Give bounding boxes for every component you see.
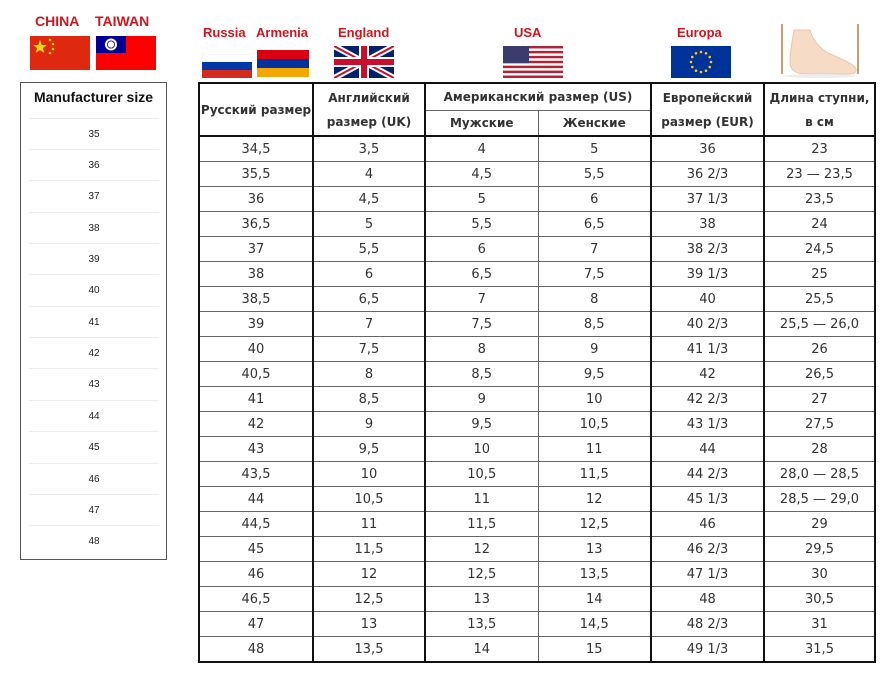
cell-uk-size: 3,5 xyxy=(313,136,425,162)
table-row xyxy=(199,262,875,287)
cell-us-women: 14,5 xyxy=(538,612,651,637)
header-russian-size: Русский размер xyxy=(199,83,313,136)
header-uk-size: Английский размер (UK) xyxy=(313,83,425,136)
cell-russian-size: 34,5 xyxy=(199,136,313,162)
cell-us-women: 6 xyxy=(538,187,651,212)
cell-us-women: 7,5 xyxy=(538,262,651,287)
cell-eur-size: 37 1/3 xyxy=(651,187,764,212)
europa-label: Europa xyxy=(677,25,722,40)
cell-uk-size: 4 xyxy=(313,162,425,187)
cell-russian-size: 36 xyxy=(199,187,313,212)
cell-uk-size: 12 xyxy=(313,562,425,587)
russia-flag-icon xyxy=(202,54,252,78)
cell-eur-size: 45 1/3 xyxy=(651,487,764,512)
taiwan-flag-icon xyxy=(96,36,156,70)
cell-foot-length: 25 xyxy=(764,262,875,287)
eu-flag-icon xyxy=(671,46,731,78)
cell-uk-size: 12,5 xyxy=(313,587,425,612)
cell-foot-length: 25,5 xyxy=(764,287,875,312)
cell-us-women: 8 xyxy=(538,287,651,312)
cell-us-men: 10,5 xyxy=(425,462,538,487)
china-label: CHINA xyxy=(35,13,80,29)
manufacturer-size-panel xyxy=(20,82,167,560)
cell-foot-length: 23,5 xyxy=(764,187,875,212)
cell-us-men: 6,5 xyxy=(425,262,538,287)
cell-uk-size: 9,5 xyxy=(313,437,425,462)
cell-us-men: 10 xyxy=(425,437,538,462)
cell-uk-size: 13 xyxy=(313,612,425,637)
cell-foot-length: 30,5 xyxy=(764,587,875,612)
cell-uk-size: 6 xyxy=(313,262,425,287)
manufacturer-size-item: 44 xyxy=(29,400,159,432)
cell-eur-size: 44 2/3 xyxy=(651,462,764,487)
cell-us-women: 11,5 xyxy=(538,462,651,487)
table-row xyxy=(199,537,875,562)
cell-eur-size: 40 xyxy=(651,287,764,312)
manufacturer-size-item: 46 xyxy=(29,463,159,495)
cell-us-women: 9,5 xyxy=(538,362,651,387)
armenia-flag-icon xyxy=(257,50,309,77)
cell-eur-size: 40 2/3 xyxy=(651,312,764,337)
cell-us-women: 9 xyxy=(538,337,651,362)
cell-russian-size: 42 xyxy=(199,412,313,437)
table-row xyxy=(199,312,875,337)
cell-russian-size: 41 xyxy=(199,387,313,412)
cell-russian-size: 38,5 xyxy=(199,287,313,312)
cell-uk-size: 6,5 xyxy=(313,287,425,312)
cell-eur-size: 36 2/3 xyxy=(651,162,764,187)
cell-us-men: 5,5 xyxy=(425,212,538,237)
cell-us-men: 4 xyxy=(425,136,538,162)
cell-foot-length: 26 xyxy=(764,337,875,362)
cell-russian-size: 45 xyxy=(199,537,313,562)
england-label: England xyxy=(338,25,390,40)
manufacturer-size-item: 39 xyxy=(29,243,159,275)
russia-label: Russia xyxy=(203,25,246,40)
cell-russian-size: 43 xyxy=(199,437,313,462)
cell-russian-size: 37 xyxy=(199,237,313,262)
cell-eur-size: 41 1/3 xyxy=(651,337,764,362)
cell-uk-size: 7 xyxy=(313,312,425,337)
cell-eur-size: 46 xyxy=(651,512,764,537)
cell-uk-size: 7,5 xyxy=(313,337,425,362)
manufacturer-size-item: 38 xyxy=(29,212,159,244)
cell-foot-length: 28,5 — 29,0 xyxy=(764,487,875,512)
cell-us-men: 13,5 xyxy=(425,612,538,637)
manufacturer-size-item: 35 xyxy=(29,118,159,150)
cell-us-women: 13,5 xyxy=(538,562,651,587)
cell-us-women: 12,5 xyxy=(538,512,651,537)
cell-foot-length: 29 xyxy=(764,512,875,537)
cell-foot-length: 24,5 xyxy=(764,237,875,262)
cell-russian-size: 44,5 xyxy=(199,512,313,537)
cell-us-women: 14 xyxy=(538,587,651,612)
cell-eur-size: 38 xyxy=(651,212,764,237)
cell-eur-size: 39 1/3 xyxy=(651,262,764,287)
cell-russian-size: 48 xyxy=(199,637,313,663)
cell-us-women: 11 xyxy=(538,437,651,462)
usa-label: USA xyxy=(514,25,542,40)
header-foot-length: Длина ступни, в см xyxy=(764,83,875,136)
table-row xyxy=(199,562,875,587)
table-row xyxy=(199,287,875,312)
cell-russian-size: 46,5 xyxy=(199,587,313,612)
cell-us-men: 4,5 xyxy=(425,162,538,187)
cell-russian-size: 35,5 xyxy=(199,162,313,187)
cell-eur-size: 44 xyxy=(651,437,764,462)
cell-foot-length: 24 xyxy=(764,212,875,237)
cell-us-men: 8,5 xyxy=(425,362,538,387)
cell-us-women: 8,5 xyxy=(538,312,651,337)
taiwan-label: TAIWAN xyxy=(95,13,150,29)
cell-russian-size: 43,5 xyxy=(199,462,313,487)
armenia-label: Armenia xyxy=(256,25,309,40)
foot-length-icon xyxy=(776,22,866,78)
cell-foot-length: 23 — 23,5 xyxy=(764,162,875,187)
cell-foot-length: 31 xyxy=(764,612,875,637)
cell-russian-size: 40 xyxy=(199,337,313,362)
cell-us-men: 7 xyxy=(425,287,538,312)
cell-us-men: 8 xyxy=(425,337,538,362)
cell-eur-size: 38 2/3 xyxy=(651,237,764,262)
manufacturer-size-item: 43 xyxy=(29,368,159,400)
cell-us-men: 11,5 xyxy=(425,512,538,537)
cell-foot-length: 30 xyxy=(764,562,875,587)
cell-uk-size: 11,5 xyxy=(313,537,425,562)
manufacturer-size-item: 48 xyxy=(29,525,159,557)
table-row xyxy=(199,162,875,187)
manufacturer-size-item: 36 xyxy=(29,149,159,181)
cell-uk-size: 10,5 xyxy=(313,487,425,512)
cell-uk-size: 10 xyxy=(313,462,425,487)
cell-russian-size: 36,5 xyxy=(199,212,313,237)
cell-us-men: 9 xyxy=(425,387,538,412)
cell-uk-size: 4,5 xyxy=(313,187,425,212)
cell-eur-size: 47 1/3 xyxy=(651,562,764,587)
usa-flag-icon xyxy=(503,46,563,78)
table-row xyxy=(199,237,875,262)
cell-us-women: 10,5 xyxy=(538,412,651,437)
table-row xyxy=(199,437,875,462)
cell-us-women: 5 xyxy=(538,136,651,162)
cell-russian-size: 47 xyxy=(199,612,313,637)
cell-eur-size: 49 1/3 xyxy=(651,637,764,663)
cell-us-men: 6 xyxy=(425,237,538,262)
cell-eur-size: 42 xyxy=(651,362,764,387)
cell-russian-size: 44 xyxy=(199,487,313,512)
cell-us-women: 12 xyxy=(538,487,651,512)
header-us-size: Американский размер (US) xyxy=(425,83,651,110)
table-row xyxy=(199,136,875,162)
table-row xyxy=(199,337,875,362)
cell-uk-size: 8,5 xyxy=(313,387,425,412)
cell-russian-size: 39 xyxy=(199,312,313,337)
cell-russian-size: 46 xyxy=(199,562,313,587)
cell-us-women: 7 xyxy=(538,237,651,262)
cell-foot-length: 28,0 — 28,5 xyxy=(764,462,875,487)
cell-us-men: 5 xyxy=(425,187,538,212)
cell-us-men: 13 xyxy=(425,587,538,612)
cell-eur-size: 46 2/3 xyxy=(651,537,764,562)
cell-us-women: 6,5 xyxy=(538,212,651,237)
cell-uk-size: 9 xyxy=(313,412,425,437)
cell-foot-length: 26,5 xyxy=(764,362,875,387)
cell-us-men: 11 xyxy=(425,487,538,512)
cell-uk-size: 13,5 xyxy=(313,637,425,663)
table-row xyxy=(199,612,875,637)
table-row xyxy=(199,487,875,512)
table-row xyxy=(199,587,875,612)
manufacturer-size-item: 47 xyxy=(29,494,159,526)
cell-foot-length: 29,5 xyxy=(764,537,875,562)
cell-eur-size: 42 2/3 xyxy=(651,387,764,412)
cell-uk-size: 8 xyxy=(313,362,425,387)
header-us-men: Мужские xyxy=(425,110,538,136)
manufacturer-size-title: Manufacturer size xyxy=(33,89,154,105)
cell-us-women: 13 xyxy=(538,537,651,562)
cell-us-men: 9,5 xyxy=(425,412,538,437)
cell-us-women: 5,5 xyxy=(538,162,651,187)
cell-eur-size: 43 1/3 xyxy=(651,412,764,437)
cell-foot-length: 27 xyxy=(764,387,875,412)
cell-uk-size: 5 xyxy=(313,212,425,237)
cell-foot-length: 28 xyxy=(764,437,875,462)
cell-uk-size: 5,5 xyxy=(313,237,425,262)
table-row xyxy=(199,637,875,663)
header-us-women: Женские xyxy=(538,110,651,136)
table-row xyxy=(199,412,875,437)
cell-us-men: 14 xyxy=(425,637,538,663)
manufacturer-size-item: 45 xyxy=(29,431,159,463)
cell-us-men: 7,5 xyxy=(425,312,538,337)
cell-foot-length: 25,5 — 26,0 xyxy=(764,312,875,337)
table-row xyxy=(199,187,875,212)
cell-uk-size: 11 xyxy=(313,512,425,537)
table-row xyxy=(199,462,875,487)
table-row xyxy=(199,362,875,387)
table-row xyxy=(199,512,875,537)
cell-foot-length: 27,5 xyxy=(764,412,875,437)
size-conversion-table xyxy=(198,82,876,663)
uk-flag-icon xyxy=(334,46,394,78)
cell-eur-size: 48 xyxy=(651,587,764,612)
cell-foot-length: 23 xyxy=(764,136,875,162)
manufacturer-size-item: 40 xyxy=(29,274,159,306)
cell-eur-size: 48 2/3 xyxy=(651,612,764,637)
china-flag-icon xyxy=(30,36,90,70)
table-row xyxy=(199,387,875,412)
cell-us-women: 15 xyxy=(538,637,651,663)
header-eur-size: Европейский размер (EUR) xyxy=(651,83,764,136)
cell-us-men: 12 xyxy=(425,537,538,562)
table-row xyxy=(199,212,875,237)
cell-russian-size: 38 xyxy=(199,262,313,287)
cell-russian-size: 40,5 xyxy=(199,362,313,387)
cell-us-women: 10 xyxy=(538,387,651,412)
manufacturer-size-item: 37 xyxy=(29,180,159,212)
cell-foot-length: 31,5 xyxy=(764,637,875,663)
cell-us-men: 12,5 xyxy=(425,562,538,587)
manufacturer-size-item: 41 xyxy=(29,306,159,338)
manufacturer-size-item: 42 xyxy=(29,337,159,369)
cell-eur-size: 36 xyxy=(651,136,764,162)
